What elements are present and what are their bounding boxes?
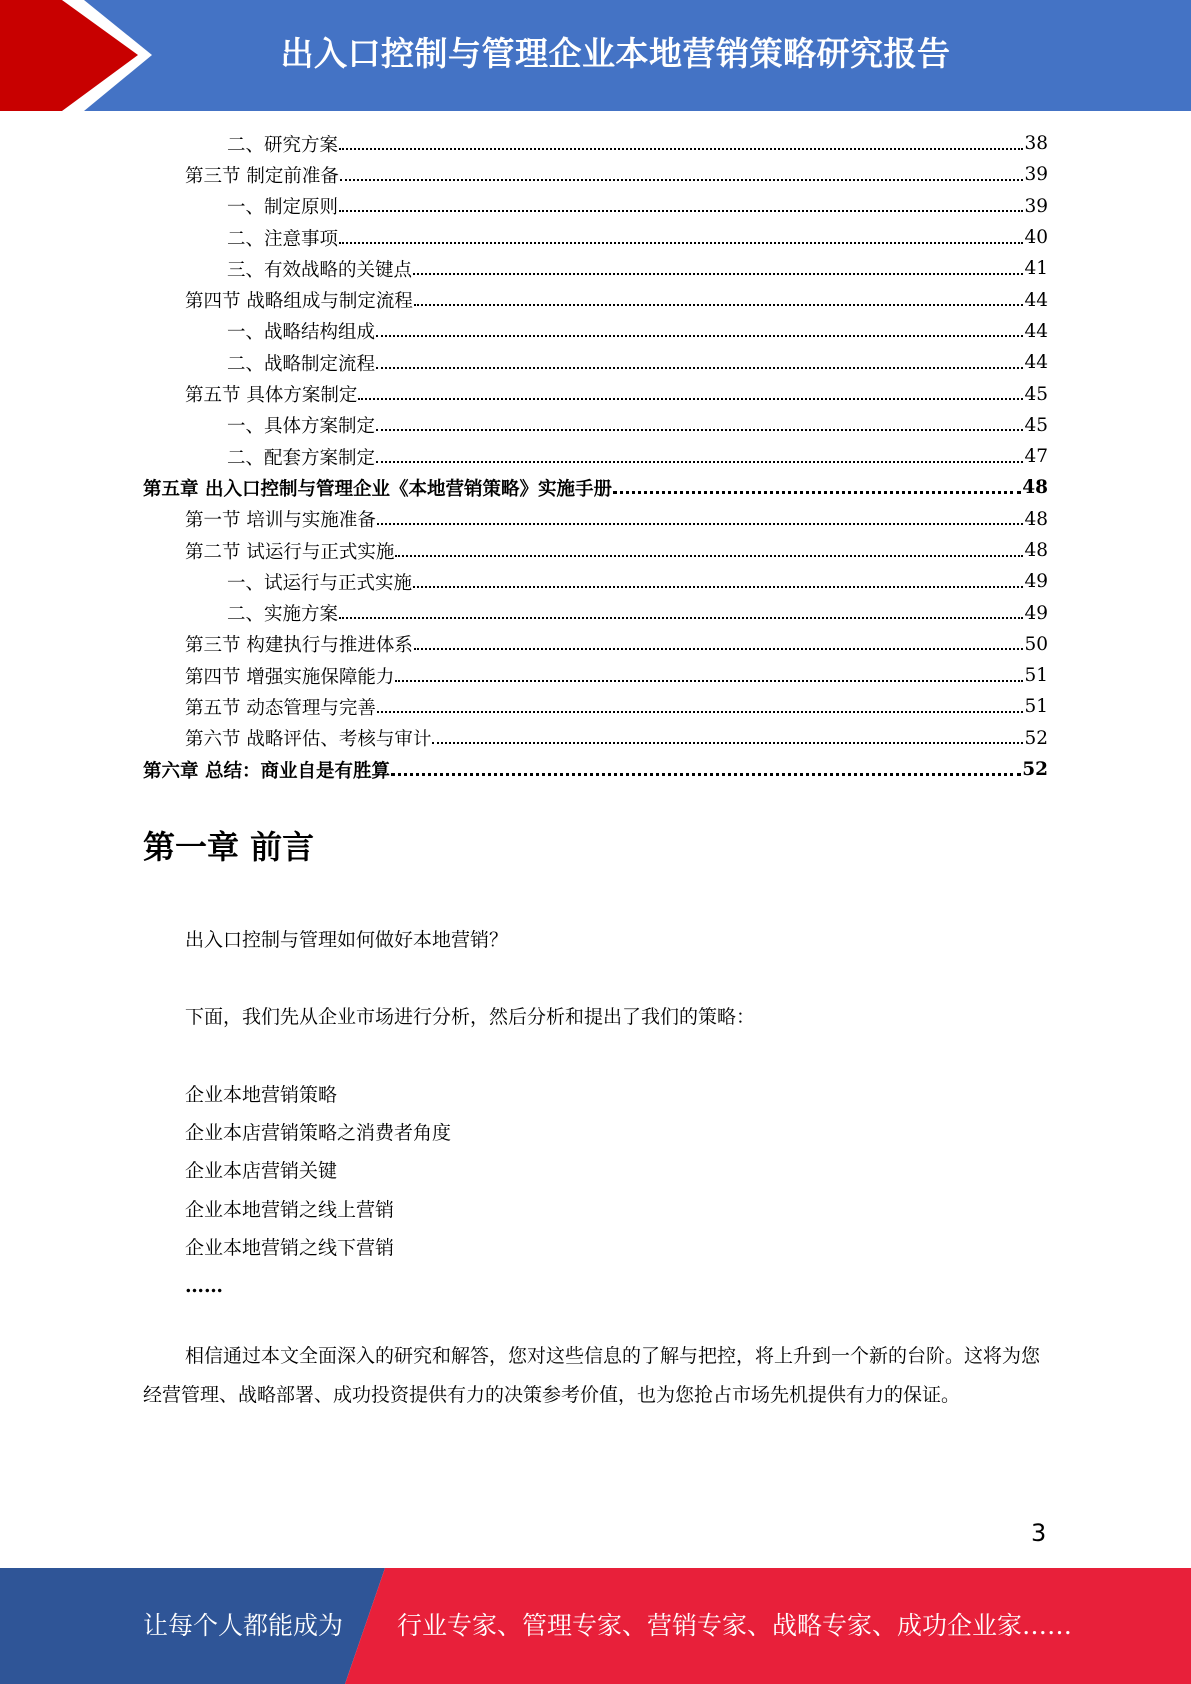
toc-entry-title: 三、有效战略的关键点 <box>227 259 413 281</box>
table-of-contents <box>143 128 1048 785</box>
toc-entry[interactable] <box>143 504 1048 535</box>
toc-entry[interactable] <box>143 191 1048 222</box>
list-item: 企业本地营销之线上营销 <box>185 1198 395 1221</box>
toc-leader-dots <box>391 773 1021 776</box>
toc-leader-dots <box>376 335 1023 337</box>
toc-entry[interactable] <box>143 378 1048 409</box>
page-number: 3 <box>1031 1519 1047 1547</box>
toc-entry-title: 第六节 战略评估、考核与审计 <box>185 729 432 751</box>
toc-entry-title: 第一节 培训与实施准备 <box>185 510 376 532</box>
toc-entry-page: 49 <box>1024 571 1048 593</box>
toc-entry-page: 47 <box>1024 446 1048 468</box>
list-item: …… <box>185 1275 223 1298</box>
toc-entry-title: 一、战略结构组成 <box>227 322 376 344</box>
toc-leader-dots <box>377 523 1024 525</box>
toc-entry-page: 41 <box>1024 258 1048 280</box>
report-title: 出入口控制与管理企业本地营销策略研究报告 <box>280 34 951 73</box>
toc-entry-page: 52 <box>1024 727 1048 749</box>
toc-entry-title: 二、注意事项 <box>227 228 339 250</box>
page-header <box>0 0 1191 111</box>
toc-entry[interactable] <box>143 159 1048 190</box>
page-footer <box>0 1568 1191 1684</box>
toc-entry[interactable] <box>143 410 1048 441</box>
toc-entry-title: 二、配套方案制定 <box>227 447 376 469</box>
toc-entry-title: 第二节 试运行与正式实施 <box>185 541 395 563</box>
toc-entry[interactable] <box>143 128 1048 159</box>
list-item: 企业本店营销关键 <box>185 1160 338 1183</box>
toc-entry-page: 52 <box>1022 759 1048 781</box>
toc-leader-dots <box>340 179 1024 181</box>
toc-leader-dots <box>413 273 1023 275</box>
toc-entry-page: 48 <box>1022 477 1048 499</box>
footer-slogan-left: 让每个人都能成为 <box>143 1611 344 1640</box>
toc-entry-page: 40 <box>1024 227 1048 249</box>
toc-leader-dots <box>613 491 1021 494</box>
toc-entry[interactable] <box>143 754 1048 785</box>
list-item: 企业本地营销之线下营销 <box>185 1236 395 1259</box>
toc-entry-page: 44 <box>1024 289 1048 311</box>
toc-leader-dots <box>413 586 1023 588</box>
toc-leader-dots <box>376 429 1023 431</box>
toc-leader-dots <box>414 304 1024 306</box>
toc-entry[interactable] <box>143 629 1048 660</box>
toc-leader-dots <box>339 242 1023 244</box>
toc-entry-title: 第三节 构建执行与推进体系 <box>185 635 413 657</box>
strategy-list <box>185 1076 451 1305</box>
toc-entry[interactable] <box>143 597 1048 628</box>
toc-leader-dots <box>376 367 1023 369</box>
toc-entry-page: 48 <box>1024 508 1048 530</box>
toc-leader-dots <box>395 680 1023 682</box>
toc-entry-title: 第五节 动态管理与完善 <box>185 697 376 719</box>
intro-question: 出入口控制与管理如何做好本地营销？ <box>185 929 509 951</box>
toc-entry-title: 二、实施方案 <box>227 604 339 626</box>
toc-entry[interactable] <box>143 347 1048 378</box>
toc-leader-dots <box>414 648 1024 650</box>
toc-entry-title: 一、试运行与正式实施 <box>227 572 413 594</box>
toc-entry-title: 第四节 战略组成与制定流程 <box>185 291 413 313</box>
toc-leader-dots <box>339 210 1023 212</box>
toc-entry[interactable] <box>143 441 1048 472</box>
toc-entry-title: 一、制定原则 <box>227 197 339 219</box>
toc-leader-dots <box>432 742 1023 744</box>
toc-entry-page: 44 <box>1024 320 1048 342</box>
toc-entry-title: 第三节 制定前准备 <box>185 165 339 187</box>
toc-entry-title: 二、研究方案 <box>227 134 339 156</box>
toc-entry-title: 第六章 总结：商业自是有胜算 <box>143 760 390 782</box>
toc-entry[interactable] <box>143 566 1048 597</box>
toc-entry-page: 51 <box>1024 665 1048 687</box>
footer-slogan-right: 行业专家、管理专家、营销专家、战略专家、成功企业家…… <box>397 1611 1073 1640</box>
toc-entry-title: 二、战略制定流程 <box>227 353 376 375</box>
intro-paragraph: 下面，我们先从企业市场进行分析，然后分析和提出了我们的策略： <box>185 1006 756 1028</box>
toc-entry[interactable] <box>143 472 1048 503</box>
toc-entry-page: 51 <box>1024 696 1048 718</box>
toc-entry-page: 44 <box>1024 352 1048 374</box>
toc-entry-page: 48 <box>1024 540 1048 561</box>
toc-entry-page: 39 <box>1024 195 1048 217</box>
toc-leader-dots <box>395 555 1023 557</box>
toc-entry-page: 39 <box>1024 164 1048 186</box>
toc-entry[interactable] <box>143 535 1048 566</box>
toc-entry-title: 一、具体方案制定 <box>227 416 376 438</box>
toc-entry-page: 50 <box>1024 633 1048 655</box>
toc-entry[interactable] <box>143 723 1048 754</box>
toc-entry[interactable] <box>143 284 1048 315</box>
toc-entry[interactable] <box>143 253 1048 284</box>
closing-paragraph: 相信通过本文全面深入的研究和解答，您对这些信息的了解与把控，将上升到一个新的台阶。这将为您经营管理、战略部署、成功投资提供有力的决策参考价值，也为您抢占市场先机提供有力的保证。 <box>143 1345 1041 1406</box>
toc-entry[interactable] <box>143 691 1048 722</box>
toc-leader-dots <box>358 398 1023 400</box>
toc-leader-dots <box>339 617 1023 619</box>
list-item: 企业本店营销策略之消费者角度 <box>185 1122 452 1145</box>
toc-entry-page: 45 <box>1024 414 1048 436</box>
toc-leader-dots <box>376 461 1023 463</box>
list-item: 企业本地营销策略 <box>185 1084 338 1106</box>
toc-entry-title: 第五节 具体方案制定 <box>185 385 358 407</box>
toc-entry[interactable] <box>143 222 1048 253</box>
toc-entry[interactable] <box>143 316 1048 347</box>
toc-entry[interactable] <box>143 660 1048 691</box>
toc-entry-page: 38 <box>1024 133 1048 155</box>
chapter-title: 第一章 前言 <box>143 828 315 866</box>
toc-leader-dots <box>377 711 1024 713</box>
toc-entry-title: 第四节 增强实施保障能力 <box>185 666 395 688</box>
toc-entry-page: 49 <box>1024 602 1048 624</box>
toc-entry-title: 第五章 出入口控制与管理企业《本地营销策略》实施手册 <box>143 478 612 500</box>
toc-leader-dots <box>339 148 1023 150</box>
toc-entry-page: 45 <box>1024 383 1048 405</box>
